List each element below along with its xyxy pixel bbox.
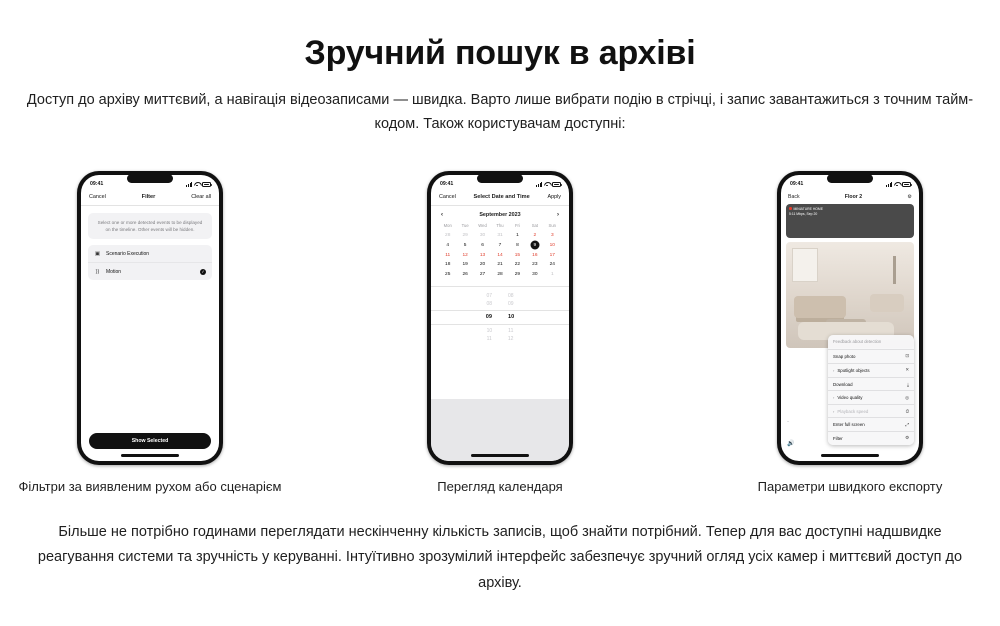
list-item[interactable]	[88, 245, 212, 263]
status-time-2: 09:41	[440, 181, 454, 188]
menu-item-label: Filter	[833, 435, 843, 441]
fullscreen-icon: ⤢	[905, 422, 909, 428]
phone-frame-2	[427, 171, 573, 465]
signal-icon	[186, 182, 192, 187]
dow-label: Sun	[548, 223, 556, 229]
minute-value: 11	[508, 327, 514, 334]
video-tag	[789, 207, 823, 217]
calendar-day[interactable]: 8	[516, 242, 519, 248]
calendar-day[interactable]: 29	[462, 233, 468, 239]
quality-icon: ◎	[905, 394, 909, 400]
menu-item-label: Video quality	[837, 395, 863, 401]
camera-still-image[interactable]	[786, 242, 914, 348]
calendar-day[interactable]: 11	[445, 252, 451, 258]
calendar-week-row	[439, 231, 561, 241]
video-tag-timecode: 5:11 Mbps, Sep 20	[789, 211, 818, 216]
calendar-day[interactable]: 10	[549, 242, 555, 248]
dow-label: Tue	[461, 223, 469, 229]
download-icon: ⤓	[907, 381, 909, 387]
phone-screen-calendar	[431, 175, 569, 461]
picker-divider-top	[431, 310, 569, 311]
chevron-right-icon: ›	[833, 367, 835, 373]
chevron-right-icon[interactable]: ›	[556, 211, 559, 218]
camera-icon: ⊡	[905, 353, 909, 359]
hour-value: 07	[486, 292, 492, 299]
menu-item-download[interactable]	[828, 378, 914, 391]
spotlight-icon: ✕	[905, 367, 909, 373]
calendar-day[interactable]: 15	[514, 252, 521, 258]
calendar-day[interactable]: 25	[445, 272, 451, 278]
armchair-shape	[870, 294, 904, 312]
calendar-navbar	[431, 191, 569, 206]
calendar-day[interactable]: 5	[463, 242, 467, 248]
calendar-day[interactable]: 16	[532, 252, 538, 258]
menu-item-snap-photo[interactable]	[828, 350, 914, 364]
calendar-day[interactable]: 13	[479, 252, 486, 258]
phone-caption-1: Фільтри за виявленим рухом або сценарієм	[18, 478, 282, 494]
outro-paragraph: Більше не потрібно годинами переглядати нескінченну кількість записів, щоб знайти потрібний. Тепер для вас доступні надшвидке реагування системи та зручність у керуванні. Інтуїтивно зрозумілий інтерфейс забезпечує зручний огляд усіх камер і миттєвий доступ до архіву.	[37, 523, 963, 591]
time-picker[interactable]	[431, 286, 569, 348]
filter-icon: ⚙	[905, 435, 909, 441]
live-dot-icon	[789, 207, 792, 210]
camera-title: Floor 2	[844, 193, 863, 200]
calendar-day-selected[interactable]: 9	[526, 240, 543, 250]
menu-item-filter[interactable]	[828, 432, 914, 445]
dow-label: Mon	[443, 223, 452, 229]
time-picker-row-selected[interactable]	[431, 313, 569, 321]
calendar-day[interactable]: 24	[549, 262, 555, 268]
calendar-day[interactable]: 22	[514, 262, 521, 268]
calendar-day[interactable]: 4	[446, 242, 450, 248]
calendar-day[interactable]: 7	[498, 242, 502, 248]
calendar-grid	[431, 221, 569, 280]
intro-paragraph: Доступ до архіву миттєвий, а навігація відеозаписами — швидка. Варто лише вибрати подію в стрічці, і запис завантажиться з точним тайм-кодом. Також користувачам доступні:	[26, 92, 974, 132]
calendar-bottom-sheet	[431, 399, 569, 461]
menu-item-label: Enter full screen	[833, 422, 865, 428]
home-indicator-1	[121, 454, 179, 457]
calendar-day[interactable]: 6	[481, 242, 484, 248]
cancel-button[interactable]: Cancel	[89, 193, 106, 200]
speed-icon: ⏱	[905, 408, 909, 414]
gear-icon[interactable]: ⚙	[907, 193, 912, 200]
home-indicator-2	[471, 454, 529, 457]
calendar-day[interactable]: 20	[479, 262, 486, 268]
menu-item-playback-speed[interactable]	[828, 405, 914, 418]
checkmark-icon[interactable]	[200, 269, 206, 275]
menu-item-video-quality[interactable]	[828, 391, 914, 405]
cancel-button[interactable]: Cancel	[439, 193, 456, 200]
calendar-week-row	[439, 270, 561, 280]
calendar-day[interactable]: 14	[497, 252, 503, 258]
filter-hint: Select one or more detected events to be displayed on the timeline. Other events will be hidden.	[88, 213, 212, 239]
calendar-day[interactable]: 1	[550, 272, 554, 278]
dow-label: Wed	[478, 223, 487, 229]
back-button[interactable]: Back	[788, 193, 800, 200]
chevron-left-icon[interactable]: ‹	[441, 211, 443, 218]
calendar-week-row	[439, 260, 561, 270]
list-item-label: Scenario Execution	[106, 250, 150, 257]
phone-screen-filters	[81, 175, 219, 461]
phone-frame-3	[777, 171, 923, 465]
clear-all-button[interactable]: Clear all	[191, 193, 211, 200]
picker-divider-bottom	[431, 324, 569, 325]
camera-navbar	[781, 191, 919, 204]
menu-item-label: Download	[833, 381, 853, 387]
show-selected-button[interactable]: Show Selected	[89, 433, 211, 449]
calendar-day[interactable]: 23	[532, 262, 538, 268]
minute-value: 09	[508, 301, 514, 308]
page-title: Зручний пошук в архіві	[304, 34, 696, 72]
wifi-icon	[544, 182, 550, 187]
phone-caption-3: Параметри швидкого експорту	[757, 478, 943, 494]
calendar-day[interactable]: 31	[497, 233, 503, 239]
list-item-label: Motion	[106, 268, 122, 275]
status-time-1: 09:41	[90, 181, 104, 188]
filter-list	[88, 245, 212, 280]
notch-1	[127, 174, 173, 183]
dow-label: Sat	[531, 223, 538, 229]
phone-showcase	[0, 171, 1000, 494]
chevron-right-icon: ›	[833, 395, 835, 401]
hour-value: 11	[486, 336, 492, 343]
time-picker-row[interactable]	[431, 335, 569, 343]
calendar-day[interactable]: 27	[479, 272, 486, 278]
time-picker-row[interactable]	[431, 327, 569, 335]
dow-label: Fri	[514, 223, 520, 229]
phone-frame-1	[77, 171, 223, 465]
calendar-day[interactable]: 2	[533, 233, 537, 239]
zoom-out-button[interactable]: −	[787, 418, 790, 424]
menu-item-label: Spotlight objects	[837, 367, 870, 373]
notch-3	[827, 174, 873, 183]
time-picker-row[interactable]	[431, 300, 569, 308]
live-video-preview[interactable]	[786, 204, 914, 238]
filter-navbar	[81, 191, 219, 206]
motion-icon: ))	[95, 268, 100, 275]
scenario-icon: ▣	[94, 250, 101, 257]
calendar-day[interactable]: 28	[445, 233, 451, 239]
calendar-day[interactable]: 19	[462, 262, 468, 268]
calendar-day[interactable]: 26	[462, 272, 468, 278]
apply-button[interactable]: Apply	[547, 193, 561, 200]
calendar-week-row	[439, 240, 561, 250]
calendar-day[interactable]: 21	[497, 262, 503, 268]
calendar-week-row	[439, 250, 561, 260]
battery-icon	[902, 182, 911, 187]
calendar-dow-row	[439, 221, 561, 231]
video-tag-live: MINIATURE HOME	[793, 206, 824, 211]
phone-block-filters	[18, 171, 282, 494]
sofa-shape	[794, 296, 846, 318]
list-item[interactable]	[88, 263, 212, 280]
lamp-shape	[893, 256, 896, 284]
calendar-month-label: September 2023	[479, 211, 521, 218]
phone-block-export	[757, 171, 943, 494]
calendar-day[interactable]: 12	[462, 252, 468, 258]
calendar-day[interactable]: 29	[514, 272, 521, 278]
status-icons-1	[186, 182, 211, 187]
hour-value: 08	[486, 301, 492, 308]
hour-value: 10	[486, 327, 493, 334]
notch-2	[477, 174, 523, 183]
home-indicator-3	[821, 454, 879, 457]
menu-item-enter-full-screen[interactable]	[828, 418, 914, 431]
speaker-icon[interactable]: 🔊	[787, 440, 795, 447]
time-picker-row[interactable]	[431, 292, 569, 300]
calendar-day[interactable]: 17	[549, 252, 555, 258]
minute-value: 08	[508, 292, 514, 299]
signal-icon	[886, 182, 892, 187]
calendar-day[interactable]: 3	[550, 233, 554, 239]
hour-value-selected: 09	[485, 314, 492, 321]
wifi-icon	[894, 182, 900, 187]
minute-value-selected: 10	[508, 314, 515, 321]
menu-item-spotlight-objects[interactable]	[828, 364, 914, 378]
menu-title: Feedback about detection	[828, 335, 914, 349]
battery-icon	[202, 182, 211, 187]
status-time-3: 09:41	[790, 181, 804, 188]
quick-export-menu[interactable]	[828, 335, 914, 445]
calendar-day[interactable]: 30	[532, 272, 538, 278]
calendar-day[interactable]: 18	[445, 262, 451, 268]
minute-value: 12	[507, 336, 514, 343]
wifi-icon	[194, 182, 200, 187]
phone-caption-2: Перегляд календаря	[437, 478, 563, 494]
calendar-day[interactable]: 30	[479, 233, 486, 239]
phone-block-calendar	[410, 171, 590, 494]
filter-title: Filter	[141, 193, 156, 200]
calendar-month-header	[431, 206, 569, 221]
menu-item-label: Snap photo	[833, 353, 856, 359]
battery-icon	[552, 182, 561, 187]
calendar-day[interactable]: 28	[497, 272, 503, 278]
phone-screen-export	[781, 175, 919, 461]
menu-item-label: Playback speed	[837, 408, 869, 414]
signal-icon	[536, 182, 542, 187]
status-icons-3	[886, 182, 911, 187]
calendar-day[interactable]: 1	[516, 233, 519, 239]
dow-label: Thu	[496, 223, 504, 229]
chevron-right-icon: ›	[833, 408, 835, 414]
status-icons-2	[536, 182, 561, 187]
window-shape	[792, 248, 818, 282]
calendar-title: Select Date and Time	[473, 193, 530, 200]
